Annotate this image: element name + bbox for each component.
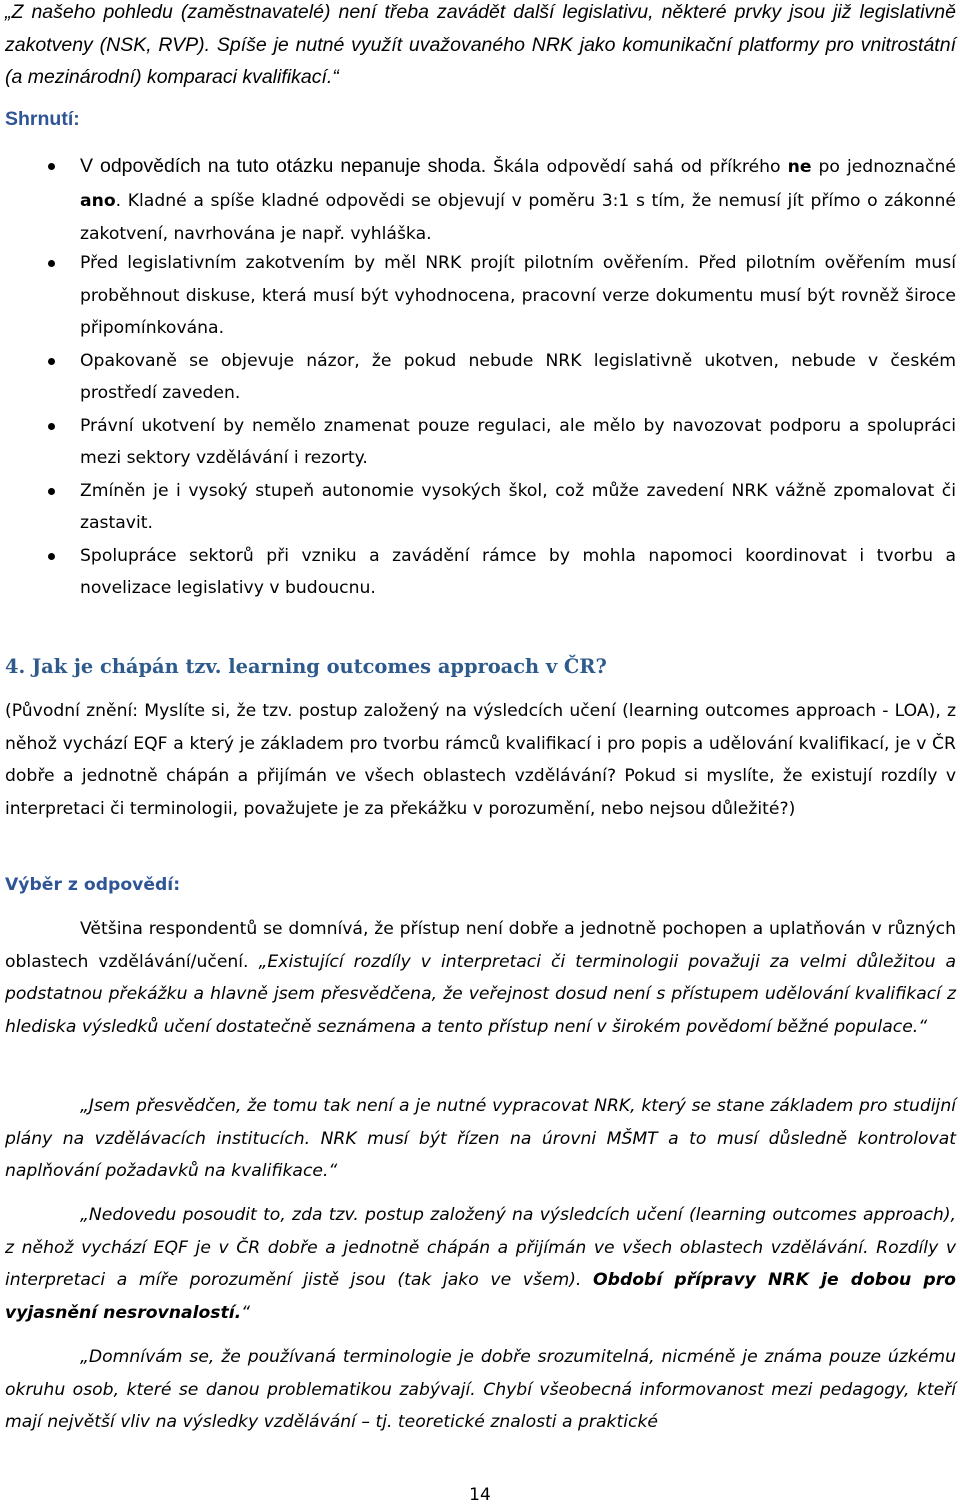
summary-item-1-bold-ne: ne [787, 157, 812, 177]
summary-item-1a: V odpovědích na tuto otázku nepanuje shoda. [80, 155, 494, 177]
list-item [5, 345, 956, 410]
page-number: 14 [469, 1485, 491, 1505]
section-heading: 4. Jak je chápán tzv. learning outcomes approach v ČR? [5, 655, 607, 678]
summary-item-1c: po jednoznačné [811, 157, 956, 177]
list-item [5, 410, 956, 475]
bullet-icon [48, 163, 55, 170]
list-item [5, 150, 956, 251]
summary-list [5, 150, 956, 251]
summary-item-1b: Škála odpovědí sahá od příkrého [493, 157, 788, 177]
summary-item-1d: . Kladné a spíše kladné odpovědi se objevují v poměru 3:1 s tím, že nemusí jít přímo o zákonné zakotvení, navrhována je např. vyhláška. [80, 190, 956, 244]
answer-2: „Jsem přesvědčen, že tomu tak není a je nutné vypracovat NRK, který se stane základem pro studijní plány na vzdělávacích institucích. NRK musí být řízen na úrovni MŠMT a to musí důsledně kontrolovat naplňování požadavků na kvalifikace.“ [5, 1096, 956, 1181]
summary-item-text: Spolupráce sektorů při vzniku a zavádění rámce by mohla napomoci koordinovat i tvorbu a novelizace legislativy v budoucnu. [80, 545, 956, 598]
bullet-icon [48, 358, 55, 365]
original-wording: (Původní znění: Myslíte si, že tzv. postup založený na výsledcích učení (learning outcomes approach - LOA), z něhož vychází EQF a který je základem pro tvorbu rámců kvalifikací i pro popis a udělování kvalifikací, je v ČR dobře a jednotně chápán a přijímán ve všech oblastech vzdělávání? Pokud si myslíte, že existují rozdíly v interpretaci či terminologii, považujete je za překážku v porozumění, nebo nejsou důležité?) [5, 701, 956, 819]
answer-1 [5, 913, 956, 1043]
bullet-icon [48, 553, 55, 560]
answer-3 [5, 1199, 956, 1329]
bullet-icon [48, 260, 55, 267]
summary-item-text: Před legislativním zakotvením by měl NRK projít pilotním ověřením. Před pilotním ověřením musí proběhnout diskuse, která musí být vyhodnocena, pracovní verze dokumentu musí být rovněž široce připomínkována. [80, 253, 956, 338]
answer-4: „Domnívám se, že používaná terminologie je dobře srozumitelná, nicméně je známa pouze úzkému okruhu osob, které se danou problematikou zabývají. Chybí všeobecná informovanost mezi pedagogy, kteří mají největší vliv na výsledky vzdělávání – tj. teoretické znalosti a praktické [5, 1347, 956, 1432]
intro-quote [5, 0, 956, 94]
summary-item-text: Zmíněn je i vysoký stupeň autonomie vysokých škol, což může zavedení NRK vážně zpomalovat či zastavit. [80, 480, 956, 533]
summary-item-text: Právní ukotvení by nemělo znamenat pouze regulaci, ale mělo by navozovat podporu a spolupráci mezi sektory vzdělávání i rezorty. [80, 415, 956, 468]
summary-item-text: Opakovaně se objevuje názor, že pokud nebude NRK legislativně ukotven, nebude v českém prostředí zaveden. [80, 350, 956, 403]
selection-heading: Výběr z odpovědí: [5, 875, 181, 895]
bullet-icon [48, 488, 55, 495]
answer-3-bold: Období přípravy NRK je dobou pro vyjasnění nesrovnalostí. [5, 1270, 956, 1323]
intro-quote-text: „Z našeho pohledu (zaměstnavatelé) není třeba zavádět další legislativu, některé prvky jsou již legislativně zakotveny (NSK, RVP). Spíše je nutné využít uvažovaného NRK jako komunikační platformy pro vnitrostátní (a mezinárodní) komparaci kvalifikací.“ [5, 1, 956, 88]
list-item [5, 247, 956, 345]
answer-3-end: “ [241, 1302, 251, 1323]
summary-heading: Shrnutí: [5, 108, 80, 130]
list-item [5, 475, 956, 540]
answer-1-plain: Většina respondentů se domnívá, že přístup není dobře a jednotně pochopen a uplatňován v různých oblastech vzdělávání/učení. [5, 919, 956, 972]
summary-list-rest [5, 247, 956, 605]
summary-item-1-bold-ano: ano [80, 190, 116, 211]
answer-3-text: „Nedovedu posoudit to, zda tzv. postup založený na výsledcích učení (learning outcomes approach), z něhož vychází EQF je v ČR dobře a jednotně chápán a přijímán ve všech oblastech vzdělávání. Rozdíly v interpretaci a míře porozumění jistě jsou (tak jako ve všem). [5, 1205, 956, 1290]
answer-1-quote: „Existující rozdíly v interpretaci či terminologii považuji za velmi důležitou a podstatnou překážku a hlavně jsem přesvědčena, že veřejnost dosud není s přístupem udělování kvalifikací z hlediska výsledků učení dostatečně seznámena a tento přístup není v širokém povědomí běžné populace.“ [5, 951, 957, 1037]
list-item [5, 540, 956, 605]
bullet-icon [48, 423, 55, 430]
